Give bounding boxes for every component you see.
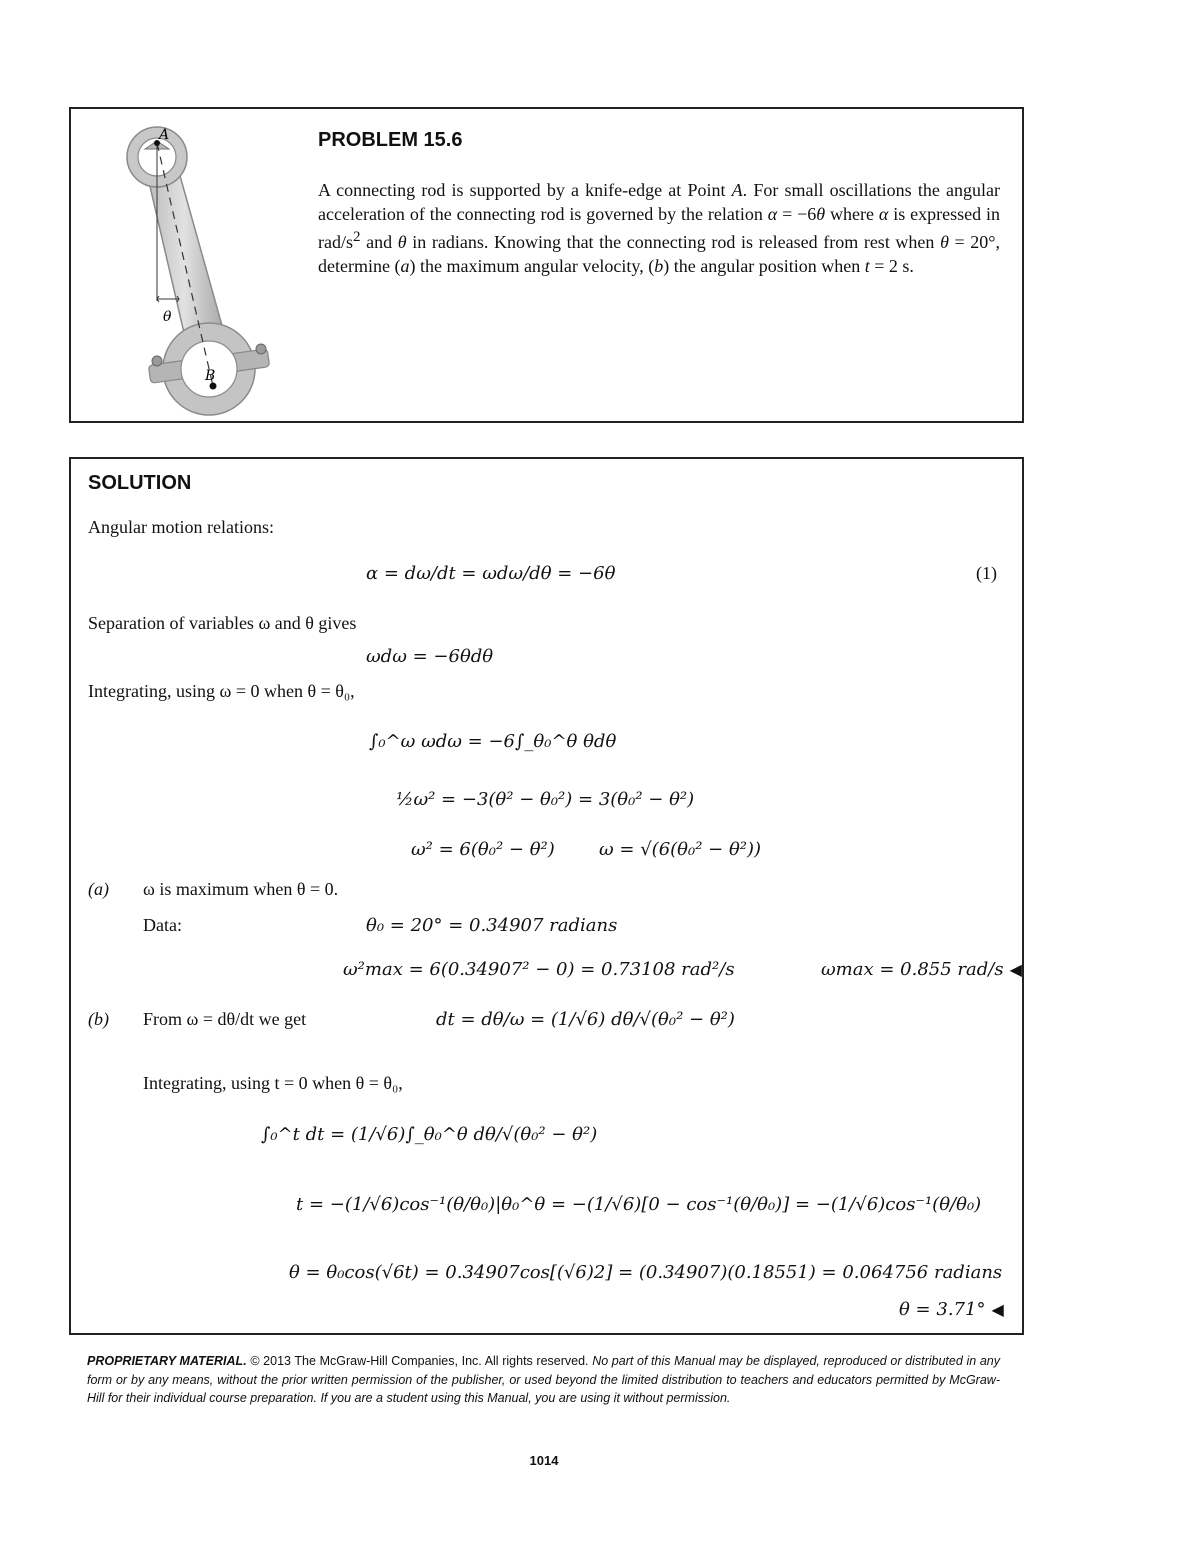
equation-5a: ω² = 6(θ₀² − θ²) <box>411 839 555 860</box>
label-theta: θ <box>163 309 172 325</box>
data-value: θ₀ = 20° = 0.34907 radians <box>366 915 618 936</box>
solution-title: SOLUTION <box>88 472 192 494</box>
equation-8: θ = θ₀cos(√6t) = 0.34907cos[(√6)2] = (0.34907)(0.18551) = 0.064756 radians <box>289 1262 1003 1283</box>
omega-max-result: ωmax = 0.855 rad/s ◀ <box>821 959 1022 980</box>
equation-4: ½ω² = −3(θ² − θ₀²) = 3(θ₀² − θ²) <box>396 789 695 810</box>
separation-text: Separation of variables ω and θ gives <box>88 613 357 633</box>
problem-title: PROBLEM 15.6 <box>318 129 463 151</box>
equation-7: t = −(1/√6)cos⁻¹(θ/θ₀)|θ₀^θ = −(1/√6)[0 − cos⁻¹(θ/θ₀)] = −(1/√6)cos⁻¹(θ/θ₀) <box>296 1194 982 1215</box>
integrating-b-text: Integrating, using t = 0 when θ = θ₀, <box>143 1073 403 1093</box>
equation-6: ∫₀^t dt = (1/√6)∫_θ₀^θ dθ/√(θ₀² − θ²) <box>261 1124 598 1145</box>
footer-lead: PROPRIETARY MATERIAL. <box>87 1354 247 1368</box>
footer-rest: No part of this Manual may be displayed, reproduced or distributed in any form or by any means, without the prior written permission of the publisher, or used beyond the limited distribution to teachers and educators permitted by McGraw-Hill for their individual course preparation. If you are a student using this Manual, you are using it without permission. <box>87 1354 1000 1405</box>
equation-1: α = dω/dt = ωdω/dθ = −6θ <box>366 563 616 584</box>
label-b: B <box>205 368 216 384</box>
answer-marker-icon: ◀ <box>991 1300 1004 1319</box>
page-number: 1014 <box>529 1453 559 1468</box>
part-a-text: ω is maximum when θ = 0. <box>143 879 339 899</box>
answer-marker-icon: ◀ <box>1009 960 1022 979</box>
part-b-from: From ω = dθ/dt we get <box>143 1009 307 1029</box>
data-label: Data: <box>143 915 182 935</box>
problem-statement: A connecting rod is supported by a knife-edge at Point A. For small oscillations the angular acceleration of the connecting rod is governed by the relation α = −6θ where α is expressed in rad/$s^2$ and θ in radians. Knowing that the connecting rod is released from rest when θ = 20°, determine (a) the maximum angular velocity, (b) the angular position when t = 2 s. <box>318 180 1001 276</box>
connecting-rod-figure <box>119 121 279 421</box>
equation-3: ∫₀^ω ωdω = −6∫_θ₀^θ θdθ <box>369 731 617 752</box>
copyright-footer <box>87 1352 1000 1408</box>
integrating-text: Integrating, using ω = 0 when θ = θ₀, <box>88 681 355 701</box>
omega-max-squared: ω²max = 6(0.34907² − 0) = 0.73108 rad²/s <box>343 959 735 980</box>
solution-box <box>69 457 1024 1335</box>
final-result: θ = 3.71° ◀ <box>899 1299 1004 1320</box>
part-b-dt: dt = dθ/ω = (1/√6) dθ/√(θ₀² − θ²) <box>436 1009 735 1030</box>
label-a: A <box>159 127 170 143</box>
equation-5b: ω = √(6(θ₀² − θ²)) <box>599 839 762 860</box>
footer-copyright: © 2013 The McGraw-Hill Companies, Inc. All rights reserved. <box>250 1354 589 1368</box>
solution-intro: Angular motion relations: <box>88 517 274 537</box>
part-a-label: (a) <box>88 879 109 899</box>
equation-1-number: (1) <box>976 563 997 583</box>
equation-2: ωdω = −6θdθ <box>366 646 494 667</box>
problem-box <box>69 107 1024 423</box>
part-b-label: (b) <box>88 1009 109 1029</box>
